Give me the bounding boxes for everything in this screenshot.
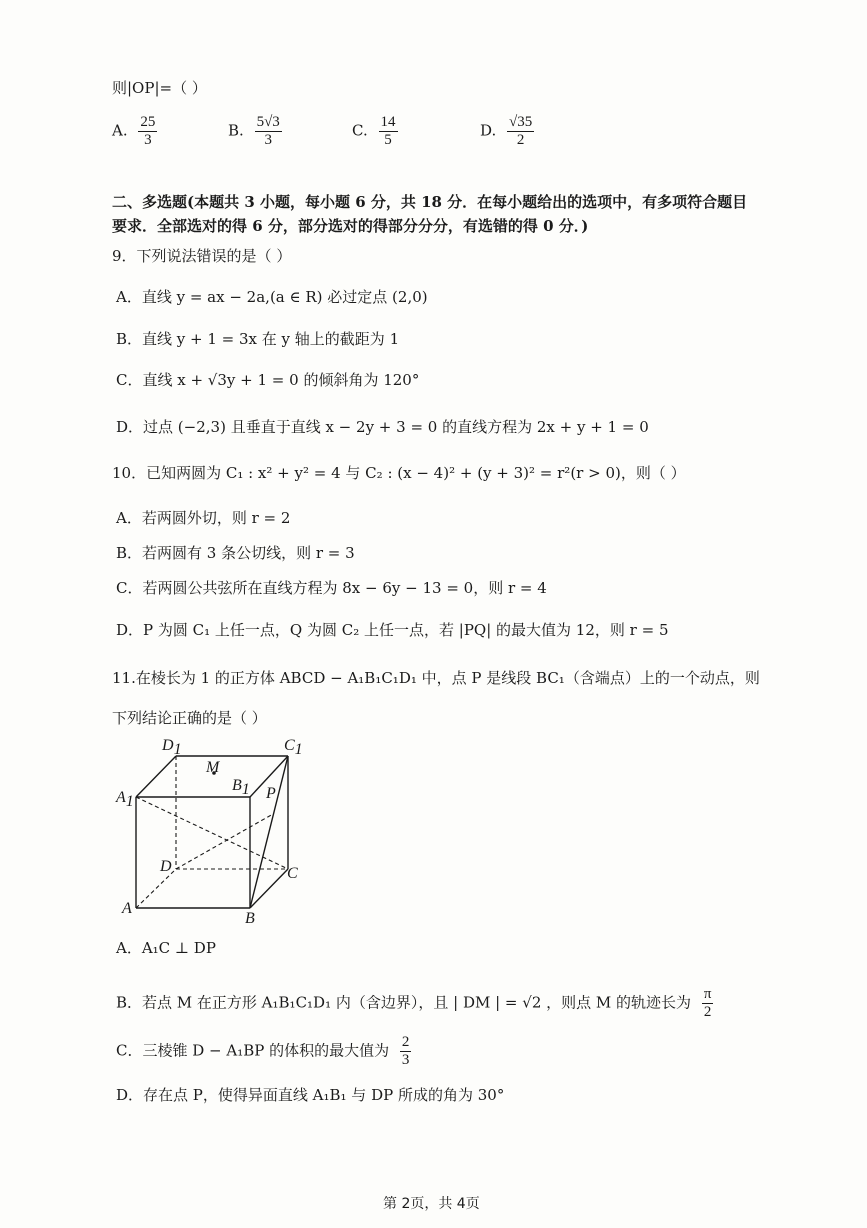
q8-option-c-label: C. bbox=[352, 121, 368, 140]
fraction-numerator: 14 bbox=[380, 114, 396, 130]
fraction-denominator: 3 bbox=[264, 132, 272, 148]
q8-option-a bbox=[112, 114, 157, 149]
fraction-numerator: 25 bbox=[140, 114, 156, 130]
q11-option-c-fraction bbox=[400, 1034, 412, 1069]
q8-stem: 则|OP|=（ ） bbox=[112, 79, 207, 97]
q8-option-b-fraction bbox=[255, 114, 282, 149]
q9-option-b: B．直线 y + 1 = 3x 在 y 轴上的截距为 1 bbox=[116, 330, 400, 348]
fraction-numerator: 2 bbox=[401, 1034, 410, 1050]
q11-option-c bbox=[116, 1034, 411, 1069]
cube-figure bbox=[110, 732, 310, 927]
q8-option-d-fraction bbox=[507, 114, 534, 149]
q10-option-c: C．若两圆公共弦所在直线方程为 8x − 6y − 13 = 0，则 r = 4 bbox=[116, 579, 547, 597]
q10-option-b: B．若两圆有 3 条公切线，则 r = 3 bbox=[116, 544, 355, 562]
q8-option-d bbox=[480, 114, 534, 149]
fraction-denominator: 3 bbox=[401, 1052, 410, 1068]
label-m: M bbox=[206, 759, 220, 776]
q8-option-c bbox=[352, 114, 398, 149]
q8-option-b bbox=[228, 114, 282, 149]
label-d: D bbox=[160, 858, 172, 875]
q8-option-b-label: B. bbox=[228, 121, 244, 140]
segment-b-c1 bbox=[250, 756, 288, 908]
q8-option-d-label: D. bbox=[480, 121, 497, 140]
q11-option-b-text: B．若点 M 在正方形 A₁B₁C₁D₁ 内（含边界），且 | DM | = √2 ，则点 M 的轨迹长为 bbox=[116, 993, 692, 1012]
q10-option-d: D．P 为圆 C₁ 上任一点，Q 为圆 C₂ 上任一点，若 |PQ| 的最大值为 12，则 r = 5 bbox=[116, 621, 669, 639]
q10-option-a: A．若两圆外切，则 r = 2 bbox=[116, 509, 291, 527]
q11-stem-line2: 下列结论正确的是（ ） bbox=[112, 709, 267, 727]
fraction-numerator: π bbox=[703, 986, 712, 1002]
q8-option-a-label: A. bbox=[112, 121, 128, 140]
fraction-denominator: 2 bbox=[703, 1004, 712, 1020]
edge-b-c bbox=[250, 869, 288, 908]
fraction-denominator: 3 bbox=[144, 132, 152, 148]
hidden-segment-d-p bbox=[176, 814, 273, 869]
q11-option-c-text: C．三棱锥 D − A₁BP 的体积的最大值为 bbox=[116, 1041, 390, 1060]
q9-stem: 9．下列说法错误的是（ ） bbox=[112, 247, 292, 265]
label-c: C bbox=[287, 865, 298, 882]
q11-option-a: A．A₁C ⊥ DP bbox=[116, 939, 216, 957]
q9-option-a: A．直线 y = ax − 2a,(a ∈ R) 必过定点 (2,0) bbox=[116, 288, 428, 306]
q9-option-c: C．直线 x + √3y + 1 = 0 的倾斜角为 120° bbox=[116, 371, 420, 389]
hidden-diagonal-a1-c bbox=[136, 797, 288, 869]
section-heading-line2: 要求．全部选对的得 6 分，部分选对的得部分分分，有选错的得 0 分．) bbox=[112, 217, 589, 235]
label-b1: B1 bbox=[232, 777, 250, 798]
q11-stem-line1: 11.在棱长为 1 的正方体 ABCD − A₁B₁C₁D₁ 中，点 P 是线段 BC₁（含端点）上的一个动点，则 bbox=[112, 669, 760, 687]
q9-option-d: D．过点 (−2,3) 且垂直于直线 x − 2y + 3 = 0 的直线方程为 2x + y + 1 = 0 bbox=[116, 418, 649, 436]
fraction-numerator: √35 bbox=[509, 114, 533, 130]
label-a1: A1 bbox=[116, 789, 134, 810]
label-b: B bbox=[245, 910, 255, 927]
q11-option-b bbox=[116, 986, 713, 1021]
label-a: A bbox=[122, 900, 132, 917]
fraction-numerator: 5√3 bbox=[256, 114, 280, 130]
q8-option-a-fraction bbox=[138, 114, 157, 149]
section-heading-line1: 二、多选题(本题共 3 小题，每小题 6 分，共 18 分．在每小题给出的选项中，有多项符合题目 bbox=[112, 193, 748, 211]
edge-a1-d1 bbox=[136, 756, 176, 797]
label-p: P bbox=[266, 785, 276, 802]
q10-stem: 10．已知两圆为 C₁ : x² + y² = 4 与 C₂ : (x − 4)² + (y + 3)² = r²(r > 0)，则（ ） bbox=[112, 464, 686, 482]
q8-option-c-fraction bbox=[379, 114, 398, 149]
fraction-denominator: 2 bbox=[516, 132, 525, 148]
fraction-denominator: 5 bbox=[384, 132, 392, 148]
label-d1: D1 bbox=[162, 737, 182, 758]
q11-option-b-fraction bbox=[702, 986, 714, 1021]
label-c1: C1 bbox=[284, 737, 303, 758]
page-footer: 第 2页，共 4页 bbox=[383, 1196, 480, 1212]
q11-option-d: D．存在点 P，使得异面直线 A₁B₁ 与 DP 所成的角为 30° bbox=[116, 1086, 505, 1104]
